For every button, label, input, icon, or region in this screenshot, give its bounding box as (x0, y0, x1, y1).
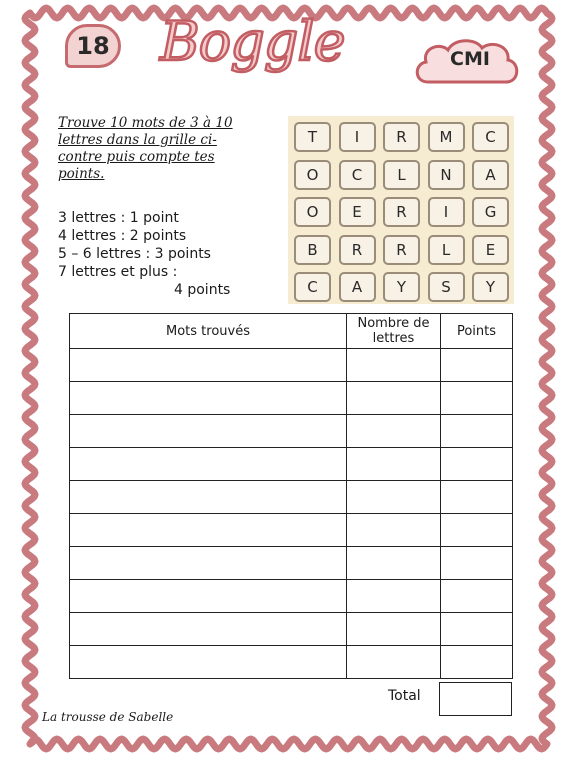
level-label: CMI (450, 48, 490, 70)
word-cell[interactable] (70, 613, 347, 646)
letter-count-cell[interactable] (347, 580, 441, 613)
letter-tile[interactable]: L (383, 160, 420, 190)
table-row (70, 613, 513, 646)
points-cell[interactable] (441, 514, 513, 547)
letter-count-cell[interactable] (347, 448, 441, 481)
worksheet-number-badge (65, 24, 121, 68)
points-cell[interactable] (441, 613, 513, 646)
letter-tile[interactable]: Y (472, 272, 509, 302)
boggle-grid (288, 116, 514, 304)
word-cell[interactable] (70, 349, 347, 382)
column-header-points: Points (441, 314, 513, 349)
letter-count-cell[interactable] (347, 349, 441, 382)
letter-tile[interactable]: O (294, 197, 331, 227)
scoring-rule: 4 lettres : 2 points (58, 228, 187, 244)
total-cell[interactable] (439, 682, 512, 716)
letter-tile[interactable]: B (294, 235, 331, 265)
letter-tile[interactable]: C (294, 272, 331, 302)
table-row (70, 382, 513, 415)
letter-count-cell[interactable] (347, 481, 441, 514)
scoring-rules (58, 209, 230, 299)
letter-tile[interactable]: R (383, 235, 420, 265)
table-row (70, 415, 513, 448)
letter-count-cell[interactable] (347, 547, 441, 580)
letter-tile[interactable]: C (339, 160, 376, 190)
letter-tile[interactable]: C (472, 122, 509, 152)
column-header-words: Mots trouvés (70, 314, 347, 349)
signature: La trousse de Sabelle (42, 710, 174, 724)
letter-tile[interactable]: T (294, 122, 331, 152)
letter-tile[interactable]: L (428, 235, 465, 265)
table-row (70, 646, 513, 679)
table-row (70, 349, 513, 382)
word-cell[interactable] (70, 580, 347, 613)
letter-tile[interactable]: N (428, 160, 465, 190)
letter-count-cell[interactable] (347, 613, 441, 646)
word-cell[interactable] (70, 547, 347, 580)
letter-tile[interactable]: A (472, 160, 509, 190)
table-row (70, 481, 513, 514)
scoring-rule: 7 lettres et plus : (58, 264, 178, 280)
points-cell[interactable] (441, 349, 513, 382)
word-cell[interactable] (70, 415, 347, 448)
word-cell[interactable] (70, 514, 347, 547)
letter-tile[interactable]: O (294, 160, 331, 190)
scoring-rule: 3 lettres : 1 point (58, 210, 179, 226)
points-cell[interactable] (441, 481, 513, 514)
letter-count-cell[interactable] (347, 415, 441, 448)
letter-tile[interactable]: A (339, 272, 376, 302)
points-cell[interactable] (441, 646, 513, 679)
scoring-rule: 5 – 6 lettres : 3 points (58, 246, 211, 262)
letter-count-cell[interactable] (347, 382, 441, 415)
points-cell[interactable] (441, 415, 513, 448)
points-cell[interactable] (441, 382, 513, 415)
word-cell[interactable] (70, 481, 347, 514)
letter-tile[interactable]: E (339, 197, 376, 227)
letter-tile[interactable]: E (472, 235, 509, 265)
letter-tile[interactable]: I (339, 122, 376, 152)
word-cell[interactable] (70, 646, 347, 679)
worksheet-number: 18 (76, 32, 110, 60)
letter-count-cell[interactable] (347, 646, 441, 679)
letter-tile[interactable]: R (339, 235, 376, 265)
letter-tile[interactable]: G (472, 197, 509, 227)
scoring-rule: 4 points (174, 282, 231, 298)
points-cell[interactable] (441, 547, 513, 580)
column-header-letter-count: Nombre de lettres (347, 314, 441, 349)
letter-tile[interactable]: I (428, 197, 465, 227)
word-cell[interactable] (70, 382, 347, 415)
words-table (69, 313, 513, 679)
page-title: Boggle (160, 10, 345, 73)
letter-tile[interactable]: M (428, 122, 465, 152)
total-label: Total (388, 688, 421, 704)
letter-count-cell[interactable] (347, 514, 441, 547)
instructions-text: Trouve 10 mots de 3 à 10 lettres dans la grille ci-contre puis compte tes points. (58, 115, 233, 182)
words-table-body (70, 349, 513, 679)
letter-tile[interactable]: R (383, 122, 420, 152)
table-row (70, 580, 513, 613)
letter-tile[interactable]: R (383, 197, 420, 227)
letter-tile[interactable]: S (428, 272, 465, 302)
letter-tile[interactable]: Y (383, 272, 420, 302)
points-cell[interactable] (441, 448, 513, 481)
table-row (70, 448, 513, 481)
points-cell[interactable] (441, 580, 513, 613)
word-cell[interactable] (70, 448, 347, 481)
table-row (70, 547, 513, 580)
table-row (70, 514, 513, 547)
